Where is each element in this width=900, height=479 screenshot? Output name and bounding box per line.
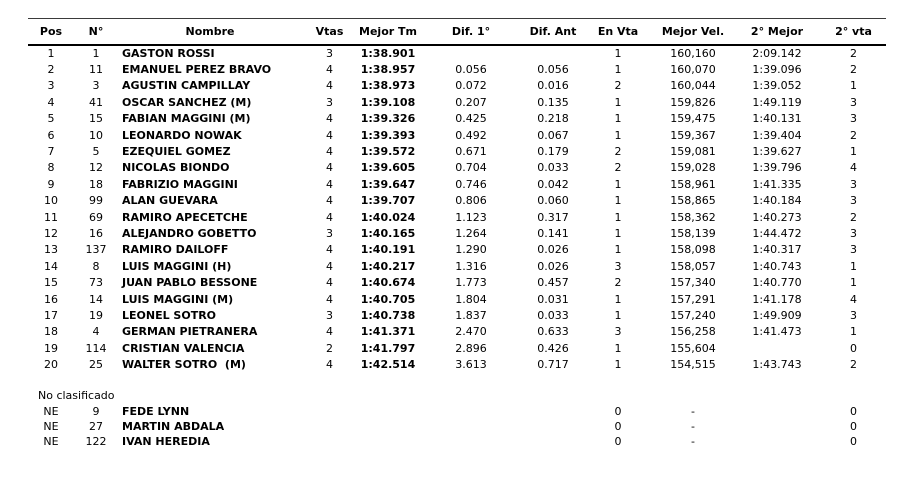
column-header-nombre: Nombre xyxy=(118,19,302,46)
cell-pos: 5 xyxy=(47,112,55,126)
unclassified-label-row xyxy=(28,387,886,404)
unclassified-section xyxy=(28,373,886,404)
cell-dif-ant: 0.141 xyxy=(537,226,569,240)
cell-dif-1 xyxy=(419,434,523,449)
cell-nombre: LUIS MAGGINI (H) xyxy=(122,259,232,273)
cell-numero: 18 xyxy=(89,177,103,191)
cell-numero: 27 xyxy=(89,420,103,434)
cell-pos: 2 xyxy=(47,63,55,77)
column-header-pos: Pos xyxy=(28,19,74,46)
table-row xyxy=(28,111,886,127)
cell-2-vta: 0 xyxy=(850,435,857,449)
cell-dif-1: 1.123 xyxy=(455,210,487,224)
cell-mejor-vel: 160,044 xyxy=(670,79,716,93)
cell-numero: 137 xyxy=(85,243,107,257)
cell-en-vta: 0 xyxy=(614,420,622,434)
cell-numero: 19 xyxy=(89,308,103,322)
cell-2-mejor xyxy=(733,434,821,449)
cell-mejor-tm: 1:42.514 xyxy=(360,358,416,372)
cell-en-vta: 1 xyxy=(614,308,622,322)
table-row xyxy=(28,434,886,449)
table-row xyxy=(28,419,886,434)
cell-dif-1: 0.425 xyxy=(455,112,487,126)
cell-2-mejor: 1:49.909 xyxy=(752,308,802,322)
cell-2-mejor: 1:40.770 xyxy=(752,276,802,290)
cell-mejor-tm: 1:39.707 xyxy=(360,194,416,208)
cell-2-vta: 3 xyxy=(850,194,857,208)
cell-en-vta: 2 xyxy=(614,79,622,93)
cell-2-vta: 1 xyxy=(850,79,857,93)
table-row xyxy=(28,209,886,225)
cell-nombre: NICOLAS BIONDO xyxy=(122,161,230,175)
cell-2-vta: 1 xyxy=(850,325,857,339)
cell-2-mejor: 1:39.096 xyxy=(752,63,802,77)
cell-2-vta: 1 xyxy=(850,259,857,273)
cell-pos: 13 xyxy=(44,243,58,257)
cell-dif-ant xyxy=(523,404,583,419)
cell-nombre: RAMIRO DAILOFF xyxy=(122,243,229,257)
cell-dif-ant: 0.026 xyxy=(537,243,569,257)
column-header-vtas: Vtas xyxy=(302,19,357,46)
cell-2-mejor: 1:40.743 xyxy=(752,259,802,273)
cell-mejor-vel: 160,160 xyxy=(670,47,716,61)
cell-mejor-vel: 159,367 xyxy=(670,128,716,142)
table-row xyxy=(28,291,886,307)
cell-2-vta: 4 xyxy=(850,161,857,175)
table-row xyxy=(28,307,886,323)
cell-nombre: JUAN PABLO BESSONE xyxy=(122,276,258,290)
cell-en-vta: 1 xyxy=(614,128,622,142)
table-row xyxy=(28,127,886,143)
cell-vtas xyxy=(302,404,357,419)
cell-nombre: EZEQUIEL GOMEZ xyxy=(122,145,231,159)
cell-mejor-vel: 159,475 xyxy=(670,112,716,126)
cell-pos: 9 xyxy=(47,177,55,191)
cell-vtas: 4 xyxy=(326,145,333,159)
cell-2-vta: 3 xyxy=(850,95,857,109)
cell-2-mejor: 1:40.317 xyxy=(752,243,802,257)
cell-dif-1: 0.746 xyxy=(455,177,487,191)
cell-mejor-tm: 1:39.108 xyxy=(360,95,416,109)
table-row xyxy=(28,225,886,241)
cell-mejor-tm: 1:40.674 xyxy=(360,276,416,290)
unclassified-rows xyxy=(28,404,886,450)
cell-mejor-tm: 1:38.957 xyxy=(360,63,416,77)
cell-dif-ant xyxy=(523,45,583,61)
cell-dif-1: 1.264 xyxy=(455,226,487,240)
cell-numero: 1 xyxy=(92,47,100,61)
cell-vtas: 3 xyxy=(326,95,333,109)
cell-dif-ant xyxy=(523,434,583,449)
cell-vtas: 4 xyxy=(326,243,333,257)
cell-vtas: 3 xyxy=(326,47,333,61)
cell-dif-1: 1.316 xyxy=(455,259,487,273)
cell-nombre: EMANUEL PEREZ BRAVO xyxy=(122,63,272,77)
cell-vtas xyxy=(302,419,357,434)
cell-en-vta: 1 xyxy=(614,63,622,77)
table-row xyxy=(28,143,886,159)
cell-dif-1: 2.896 xyxy=(455,341,487,355)
cell-en-vta: 2 xyxy=(614,161,622,175)
cell-en-vta: 0 xyxy=(614,404,622,418)
cell-vtas xyxy=(302,434,357,449)
cell-dif-1: 0.492 xyxy=(455,128,487,142)
table-row xyxy=(28,404,886,419)
cell-mejor-vel: 160,070 xyxy=(670,63,716,77)
cell-mejor-vel: 158,362 xyxy=(670,210,716,224)
cell-dif-ant: 0.067 xyxy=(537,128,569,142)
cell-dif-ant: 0.060 xyxy=(537,194,569,208)
cell-mejor-tm: 1:40.191 xyxy=(360,243,416,257)
cell-en-vta: 3 xyxy=(614,259,622,273)
table-row xyxy=(28,274,886,290)
cell-en-vta: 1 xyxy=(614,292,622,306)
cell-en-vta: 2 xyxy=(614,145,622,159)
cell-dif-1: 3.613 xyxy=(455,358,487,372)
cell-numero: 12 xyxy=(89,161,103,175)
cell-en-vta: 1 xyxy=(614,341,622,355)
cell-en-vta: 1 xyxy=(614,358,622,372)
cell-vtas: 4 xyxy=(326,292,333,306)
cell-nombre: GASTON ROSSI xyxy=(122,47,215,61)
cell-numero: 16 xyxy=(89,226,103,240)
cell-dif-ant xyxy=(523,419,583,434)
cell-numero: 122 xyxy=(85,435,107,449)
cell-dif-1: 0.207 xyxy=(455,95,487,109)
cell-en-vta: 2 xyxy=(614,276,622,290)
cell-2-vta: 1 xyxy=(850,145,857,159)
cell-nombre: FEDE LYNN xyxy=(122,404,190,418)
cell-numero: 14 xyxy=(89,292,103,306)
cell-2-mejor: 1:40.131 xyxy=(752,112,802,126)
cell-2-vta: 2 xyxy=(850,358,857,372)
cell-mejor-vel: 158,865 xyxy=(670,194,716,208)
cell-2-vta: 1 xyxy=(850,276,857,290)
cell-mejor-vel: - xyxy=(691,420,695,434)
cell-en-vta: 1 xyxy=(614,226,622,240)
table-row xyxy=(28,193,886,209)
table-row xyxy=(28,45,886,61)
header-row xyxy=(28,19,886,46)
cell-nombre: AGUSTIN CAMPILLAY xyxy=(122,79,251,93)
cell-mejor-vel: 156,258 xyxy=(670,325,716,339)
results-table xyxy=(28,18,886,449)
cell-en-vta: 3 xyxy=(614,325,622,339)
column-header-mejor-tm: Mejor Tm xyxy=(357,19,419,46)
cell-mejor-tm: 1:40.217 xyxy=(360,259,416,273)
cell-nombre: ALAN GUEVARA xyxy=(122,194,218,208)
cell-numero: 41 xyxy=(89,95,103,109)
cell-vtas: 4 xyxy=(326,79,333,93)
cell-mejor-vel: 157,340 xyxy=(670,276,716,290)
cell-mejor-tm xyxy=(357,419,419,434)
table-row xyxy=(28,340,886,356)
cell-dif-1 xyxy=(419,45,523,61)
cell-pos: 18 xyxy=(44,325,58,339)
cell-2-vta: 3 xyxy=(850,308,857,322)
cell-2-vta: 0 xyxy=(850,341,857,355)
cell-2-vta: 3 xyxy=(850,177,857,191)
cell-2-mejor: 1:39.052 xyxy=(752,79,802,93)
cell-2-vta: 2 xyxy=(850,128,857,142)
cell-dif-ant: 0.026 xyxy=(537,259,569,273)
cell-nombre: WALTER SOTRO (M) xyxy=(122,358,246,372)
cell-mejor-tm: 1:38.901 xyxy=(360,47,416,61)
cell-mejor-vel: 158,139 xyxy=(670,226,716,240)
cell-dif-ant: 0.317 xyxy=(537,210,569,224)
cell-dif-ant: 0.033 xyxy=(537,161,569,175)
cell-mejor-tm: 1:39.605 xyxy=(360,161,416,175)
cell-numero: 25 xyxy=(89,358,103,372)
cell-dif-1: 2.470 xyxy=(455,325,487,339)
cell-pos: NE xyxy=(43,420,59,434)
cell-mejor-tm: 1:41.371 xyxy=(360,325,416,339)
cell-mejor-vel: 158,098 xyxy=(670,243,716,257)
cell-2-vta: 2 xyxy=(850,63,857,77)
table-row xyxy=(28,78,886,94)
cell-2-mejor: 1:41.473 xyxy=(752,325,802,339)
cell-dif-ant: 0.033 xyxy=(537,308,569,322)
cell-vtas: 3 xyxy=(326,308,333,322)
cell-2-vta: 2 xyxy=(850,47,857,61)
cell-pos: 7 xyxy=(47,145,55,159)
cell-vtas: 4 xyxy=(326,325,333,339)
table-row xyxy=(28,324,886,340)
cell-2-vta: 3 xyxy=(850,112,857,126)
cell-mejor-vel: - xyxy=(691,435,695,449)
spacer-cell xyxy=(28,373,886,387)
cell-vtas: 4 xyxy=(326,128,333,142)
cell-vtas: 4 xyxy=(326,358,333,372)
cell-mejor-tm: 1:39.326 xyxy=(360,112,416,126)
cell-pos: 12 xyxy=(44,226,58,240)
cell-nombre: IVAN HEREDIA xyxy=(122,435,210,449)
cell-dif-ant: 0.042 xyxy=(537,177,569,191)
section-spacer xyxy=(28,373,886,387)
unclassified-label: No clasificado xyxy=(38,388,115,402)
cell-pos: 14 xyxy=(44,259,58,273)
cell-pos: 11 xyxy=(44,210,58,224)
cell-2-vta: 0 xyxy=(850,420,857,434)
cell-pos: 3 xyxy=(47,79,55,93)
cell-en-vta: 0 xyxy=(614,435,622,449)
cell-mejor-tm: 1:39.393 xyxy=(360,128,416,142)
cell-mejor-vel: 155,604 xyxy=(670,341,716,355)
cell-en-vta: 1 xyxy=(614,112,622,126)
cell-en-vta: 1 xyxy=(614,210,622,224)
cell-nombre: FABRIZIO MAGGINI xyxy=(122,177,238,191)
cell-2-vta: 4 xyxy=(850,292,857,306)
cell-dif-ant: 0.056 xyxy=(537,63,569,77)
cell-pos: 17 xyxy=(44,308,58,322)
cell-mejor-tm xyxy=(357,404,419,419)
column-header-dif-1: Dif. 1° xyxy=(419,19,523,46)
cell-mejor-tm: 1:41.797 xyxy=(360,341,416,355)
cell-dif-ant: 0.135 xyxy=(537,95,569,109)
cell-numero: 3 xyxy=(92,79,100,93)
column-header-2-vta: 2° vta xyxy=(821,19,886,46)
cell-pos: 20 xyxy=(44,358,58,372)
cell-dif-1: 0.072 xyxy=(455,79,487,93)
cell-nombre: CRISTIAN VALENCIA xyxy=(122,341,245,355)
cell-2-mejor: 1:39.796 xyxy=(752,161,802,175)
cell-numero: 15 xyxy=(89,112,103,126)
cell-nombre: LEONARDO NOWAK xyxy=(122,128,242,142)
cell-dif-1: 1.837 xyxy=(455,308,487,322)
cell-numero: 11 xyxy=(89,63,103,77)
cell-pos: NE xyxy=(43,404,59,418)
cell-dif-ant: 0.031 xyxy=(537,292,569,306)
table-row xyxy=(28,258,886,274)
column-header-numero: N° xyxy=(74,19,118,46)
cell-dif-ant: 0.457 xyxy=(537,276,569,290)
cell-numero: 69 xyxy=(89,210,103,224)
cell-en-vta: 1 xyxy=(614,95,622,109)
table-row xyxy=(28,356,886,372)
column-header-en-vta: En Vta xyxy=(583,19,653,46)
cell-nombre: LEONEL SOTRO xyxy=(122,308,217,322)
cell-2-mejor xyxy=(733,419,821,434)
cell-mejor-vel: 157,291 xyxy=(670,292,716,306)
cell-pos: 16 xyxy=(44,292,58,306)
cell-pos: NE xyxy=(43,435,59,449)
cell-mejor-tm: 1:38.973 xyxy=(360,79,416,93)
cell-dif-ant: 0.179 xyxy=(537,145,569,159)
cell-pos: 15 xyxy=(44,276,58,290)
cell-mejor-vel: 157,240 xyxy=(670,308,716,322)
cell-mejor-vel: 159,826 xyxy=(670,95,716,109)
table-row xyxy=(28,176,886,192)
cell-nombre: ALEJANDRO GOBETTO xyxy=(122,226,257,240)
classified-rows xyxy=(28,45,886,373)
column-header-mejor-vel: Mejor Vel. xyxy=(653,19,733,46)
cell-numero: 99 xyxy=(89,194,103,208)
cell-vtas: 3 xyxy=(326,226,333,240)
cell-vtas: 4 xyxy=(326,210,333,224)
cell-numero: 9 xyxy=(92,404,100,418)
cell-vtas: 4 xyxy=(326,259,333,273)
table-row xyxy=(28,242,886,258)
cell-mejor-vel: 154,515 xyxy=(670,358,716,372)
cell-2-mejor xyxy=(733,340,821,356)
cell-dif-1: 0.056 xyxy=(455,63,487,77)
cell-numero: 114 xyxy=(85,341,107,355)
cell-nombre: LUIS MAGGINI (M) xyxy=(122,292,234,306)
cell-dif-1: 0.806 xyxy=(455,194,487,208)
cell-numero: 73 xyxy=(89,276,103,290)
cell-2-mejor: 1:49.119 xyxy=(752,95,802,109)
cell-nombre: RAMIRO APECETCHE xyxy=(122,210,248,224)
cell-dif-ant: 0.016 xyxy=(537,79,569,93)
cell-mejor-tm: 1:40.705 xyxy=(360,292,416,306)
cell-mejor-vel: - xyxy=(691,404,695,418)
cell-mejor-tm xyxy=(357,434,419,449)
cell-mejor-tm: 1:40.024 xyxy=(360,210,416,224)
cell-vtas: 2 xyxy=(326,341,333,355)
cell-2-mejor xyxy=(733,404,821,419)
cell-mejor-tm: 1:39.572 xyxy=(360,145,416,159)
cell-2-vta: 3 xyxy=(850,243,857,257)
cell-dif-1: 1.290 xyxy=(455,243,487,257)
cell-nombre: MARTIN ABDALA xyxy=(122,420,225,434)
cell-en-vta: 1 xyxy=(614,177,622,191)
cell-dif-ant: 0.717 xyxy=(537,358,569,372)
cell-en-vta: 1 xyxy=(614,47,622,61)
cell-2-mejor: 1:39.627 xyxy=(752,145,802,159)
cell-dif-1: 1.804 xyxy=(455,292,487,306)
table-row xyxy=(28,61,886,77)
cell-vtas: 4 xyxy=(326,63,333,77)
table-row xyxy=(28,160,886,176)
cell-vtas: 4 xyxy=(326,161,333,175)
cell-2-mejor: 1:41.335 xyxy=(752,177,802,191)
cell-pos: 10 xyxy=(44,194,58,208)
cell-mejor-vel: 158,961 xyxy=(670,177,716,191)
cell-en-vta: 1 xyxy=(614,243,622,257)
cell-dif-ant: 0.218 xyxy=(537,112,569,126)
cell-2-mejor: 1:39.404 xyxy=(752,128,802,142)
cell-mejor-tm: 1:40.165 xyxy=(360,226,416,240)
cell-vtas: 4 xyxy=(326,177,333,191)
cell-vtas: 4 xyxy=(326,194,333,208)
cell-numero: 4 xyxy=(92,325,100,339)
cell-dif-1 xyxy=(419,419,523,434)
cell-nombre: GERMAN PIETRANERA xyxy=(122,325,258,339)
cell-mejor-tm: 1:40.738 xyxy=(360,308,416,322)
cell-mejor-vel: 158,057 xyxy=(670,259,716,273)
cell-vtas: 4 xyxy=(326,112,333,126)
column-header-dif-ant: Dif. Ant xyxy=(523,19,583,46)
cell-2-mejor: 1:40.184 xyxy=(752,194,802,208)
cell-dif-1: 0.704 xyxy=(455,161,487,175)
table-row xyxy=(28,94,886,110)
timing-results-report xyxy=(28,18,886,449)
cell-numero: 10 xyxy=(89,128,103,142)
cell-numero: 8 xyxy=(92,259,100,273)
cell-dif-1: 1.773 xyxy=(455,276,487,290)
cell-pos: 4 xyxy=(47,95,55,109)
cell-numero: 5 xyxy=(92,145,100,159)
cell-2-mejor: 1:44.472 xyxy=(752,226,802,240)
cell-mejor-vel: 159,028 xyxy=(670,161,716,175)
cell-2-mejor: 1:43.743 xyxy=(752,358,802,372)
cell-dif-ant: 0.633 xyxy=(537,325,569,339)
cell-dif-1: 0.671 xyxy=(455,145,487,159)
cell-2-vta: 0 xyxy=(850,404,857,418)
cell-nombre: FABIAN MAGGINI (M) xyxy=(122,112,251,126)
cell-nombre: OSCAR SANCHEZ (M) xyxy=(122,95,252,109)
cell-en-vta: 1 xyxy=(614,194,622,208)
cell-2-vta: 2 xyxy=(850,210,857,224)
column-header-2-mejor: 2° Mejor xyxy=(733,19,821,46)
cell-2-mejor: 1:41.178 xyxy=(752,292,802,306)
cell-mejor-vel: 159,081 xyxy=(670,145,716,159)
cell-2-vta: 3 xyxy=(850,226,857,240)
cell-dif-1 xyxy=(419,404,523,419)
cell-vtas: 4 xyxy=(326,276,333,290)
cell-pos: 1 xyxy=(47,47,55,61)
cell-mejor-tm: 1:39.647 xyxy=(360,177,416,191)
cell-2-mejor: 1:40.273 xyxy=(752,210,802,224)
cell-pos: 6 xyxy=(47,128,55,142)
cell-dif-ant: 0.426 xyxy=(537,341,569,355)
cell-pos: 19 xyxy=(44,341,58,355)
cell-2-mejor: 2:09.142 xyxy=(752,47,802,61)
cell-pos: 8 xyxy=(47,161,55,175)
